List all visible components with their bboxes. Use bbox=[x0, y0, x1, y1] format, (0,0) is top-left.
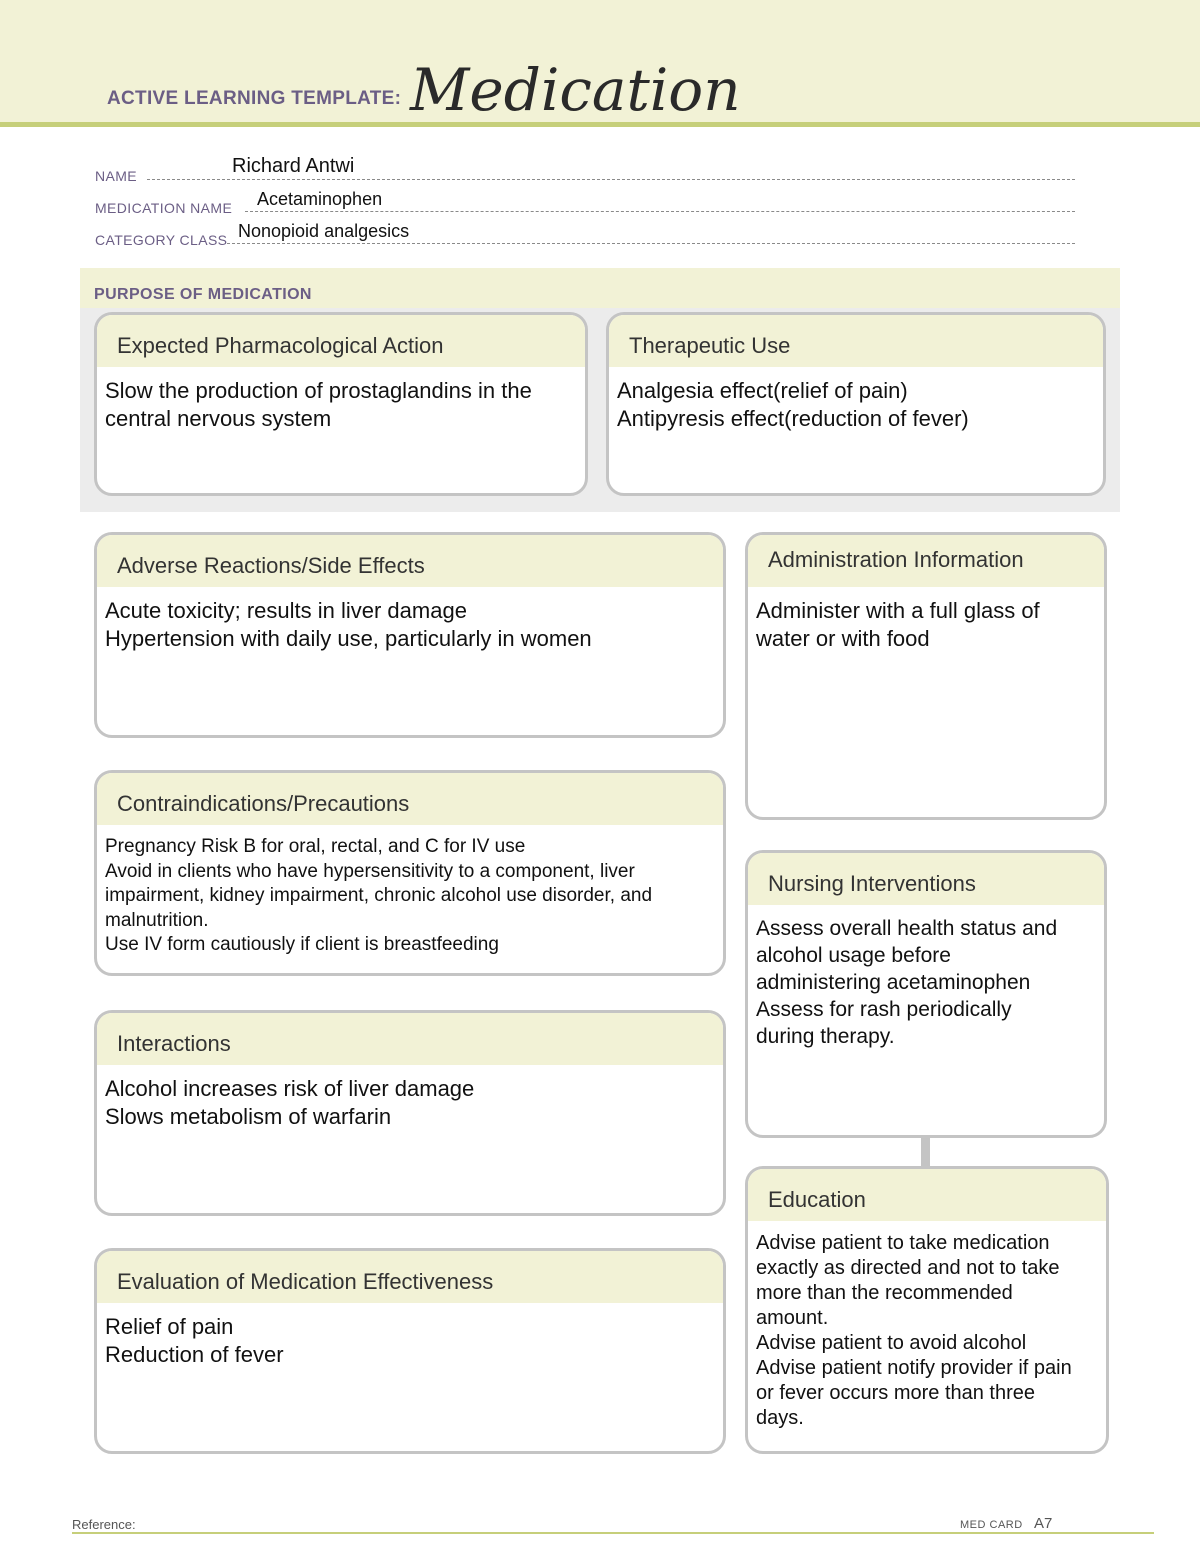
adverse-reactions-heading: Adverse Reactions/Side Effects bbox=[117, 553, 425, 578]
medication-name-value[interactable]: Acetaminophen bbox=[257, 189, 383, 209]
name-underline bbox=[147, 179, 1075, 180]
medication-name-label: MEDICATION NAME bbox=[95, 200, 233, 216]
therapeutic-use-box bbox=[606, 312, 1106, 496]
nursing-interventions-text[interactable]: Assess overall health status and alcohol usage before administering acetaminophen Assess for rash periodically during therapy. bbox=[756, 917, 1058, 1048]
administration-info-text[interactable]: Administer with a full glass of water or with food bbox=[756, 598, 1040, 651]
nursing-interventions-box bbox=[745, 850, 1107, 1138]
category-class-value[interactable]: Nonopioid analgesics bbox=[238, 221, 410, 241]
therapeutic-use-text[interactable]: Analgesia effect(relief of pain) Antipyresis effect(reduction of fever) bbox=[617, 378, 969, 431]
education-header bbox=[748, 1169, 1106, 1221]
evaluation-heading: Evaluation of Medication Effectiveness bbox=[117, 1269, 494, 1294]
purpose-title: PURPOSE OF MEDICATION bbox=[94, 286, 312, 303]
administration-info-box bbox=[745, 532, 1107, 820]
contraindications-box bbox=[94, 770, 726, 976]
name-value[interactable]: Richard Antwi bbox=[232, 155, 355, 177]
evaluation-box bbox=[94, 1248, 726, 1454]
education-heading: Education bbox=[768, 1187, 866, 1212]
adverse-reactions-header bbox=[97, 535, 723, 587]
expected-action-heading: Expected Pharmacological Action bbox=[117, 333, 444, 358]
interactions-header bbox=[97, 1013, 723, 1065]
category-class-underline bbox=[227, 243, 1075, 244]
therapeutic-use-header bbox=[609, 315, 1103, 367]
med-card-label: MED CARD bbox=[960, 1519, 1023, 1531]
nursing-education-connector bbox=[921, 1136, 930, 1166]
interactions-box bbox=[94, 1010, 726, 1216]
footer-divider bbox=[72, 1532, 1154, 1534]
name-field[interactable] bbox=[95, 155, 1075, 184]
contraindications-header bbox=[97, 773, 723, 825]
contraindications-text[interactable]: Pregnancy Risk B for oral, rectal, and C for IV use Avoid in clients who have hypersensitivity to a component, liver impairment, kidney impairment, chronic alcohol use disorder, and malnutrition. Use IV form cautiously if client is breastfeeding bbox=[105, 836, 653, 955]
evaluation-header bbox=[97, 1251, 723, 1303]
nursing-interventions-heading: Nursing Interventions bbox=[768, 871, 976, 896]
reference-label: Reference: bbox=[72, 1517, 136, 1532]
contraindications-heading: Contraindications/Precautions bbox=[117, 791, 410, 816]
name-label: NAME bbox=[95, 168, 138, 184]
adverse-reactions-text[interactable]: Acute toxicity; results in liver damage Hypertension with daily use, particularly in women bbox=[105, 598, 592, 651]
interactions-text[interactable]: Alcohol increases risk of liver damage Slows metabolism of warfarin bbox=[105, 1076, 475, 1129]
page-title: Medication bbox=[410, 56, 741, 124]
medication-name-underline bbox=[245, 211, 1075, 212]
category-class-label: CATEGORY CLASS bbox=[95, 232, 228, 248]
administration-info-header bbox=[748, 535, 1104, 587]
expected-action-box bbox=[94, 312, 588, 496]
medication-name-field[interactable] bbox=[95, 190, 1075, 216]
therapeutic-use-heading: Therapeutic Use bbox=[629, 333, 791, 358]
nursing-interventions-header bbox=[748, 853, 1104, 905]
interactions-heading: Interactions bbox=[117, 1031, 231, 1056]
administration-info-heading: Administration Information bbox=[768, 547, 1024, 572]
category-class-field[interactable] bbox=[95, 222, 1075, 248]
expected-action-header bbox=[97, 315, 585, 367]
education-box bbox=[745, 1166, 1109, 1454]
template-label: ACTIVE LEARNING TEMPLATE: bbox=[107, 88, 402, 109]
card-number: A7 bbox=[1034, 1515, 1053, 1532]
evaluation-text[interactable]: Relief of pain Reduction of fever bbox=[105, 1314, 284, 1367]
education-text[interactable]: Advise patient to take medication exactly as directed and not to take more than the recommended amount. Advise patient to avoid alcohol Advise patient notify provider if pain or fever occurs more than three days. bbox=[756, 1232, 1072, 1429]
expected-action-text[interactable]: Slow the production of prostaglandins in the central nervous system bbox=[105, 378, 532, 431]
adverse-reactions-box bbox=[94, 532, 726, 738]
